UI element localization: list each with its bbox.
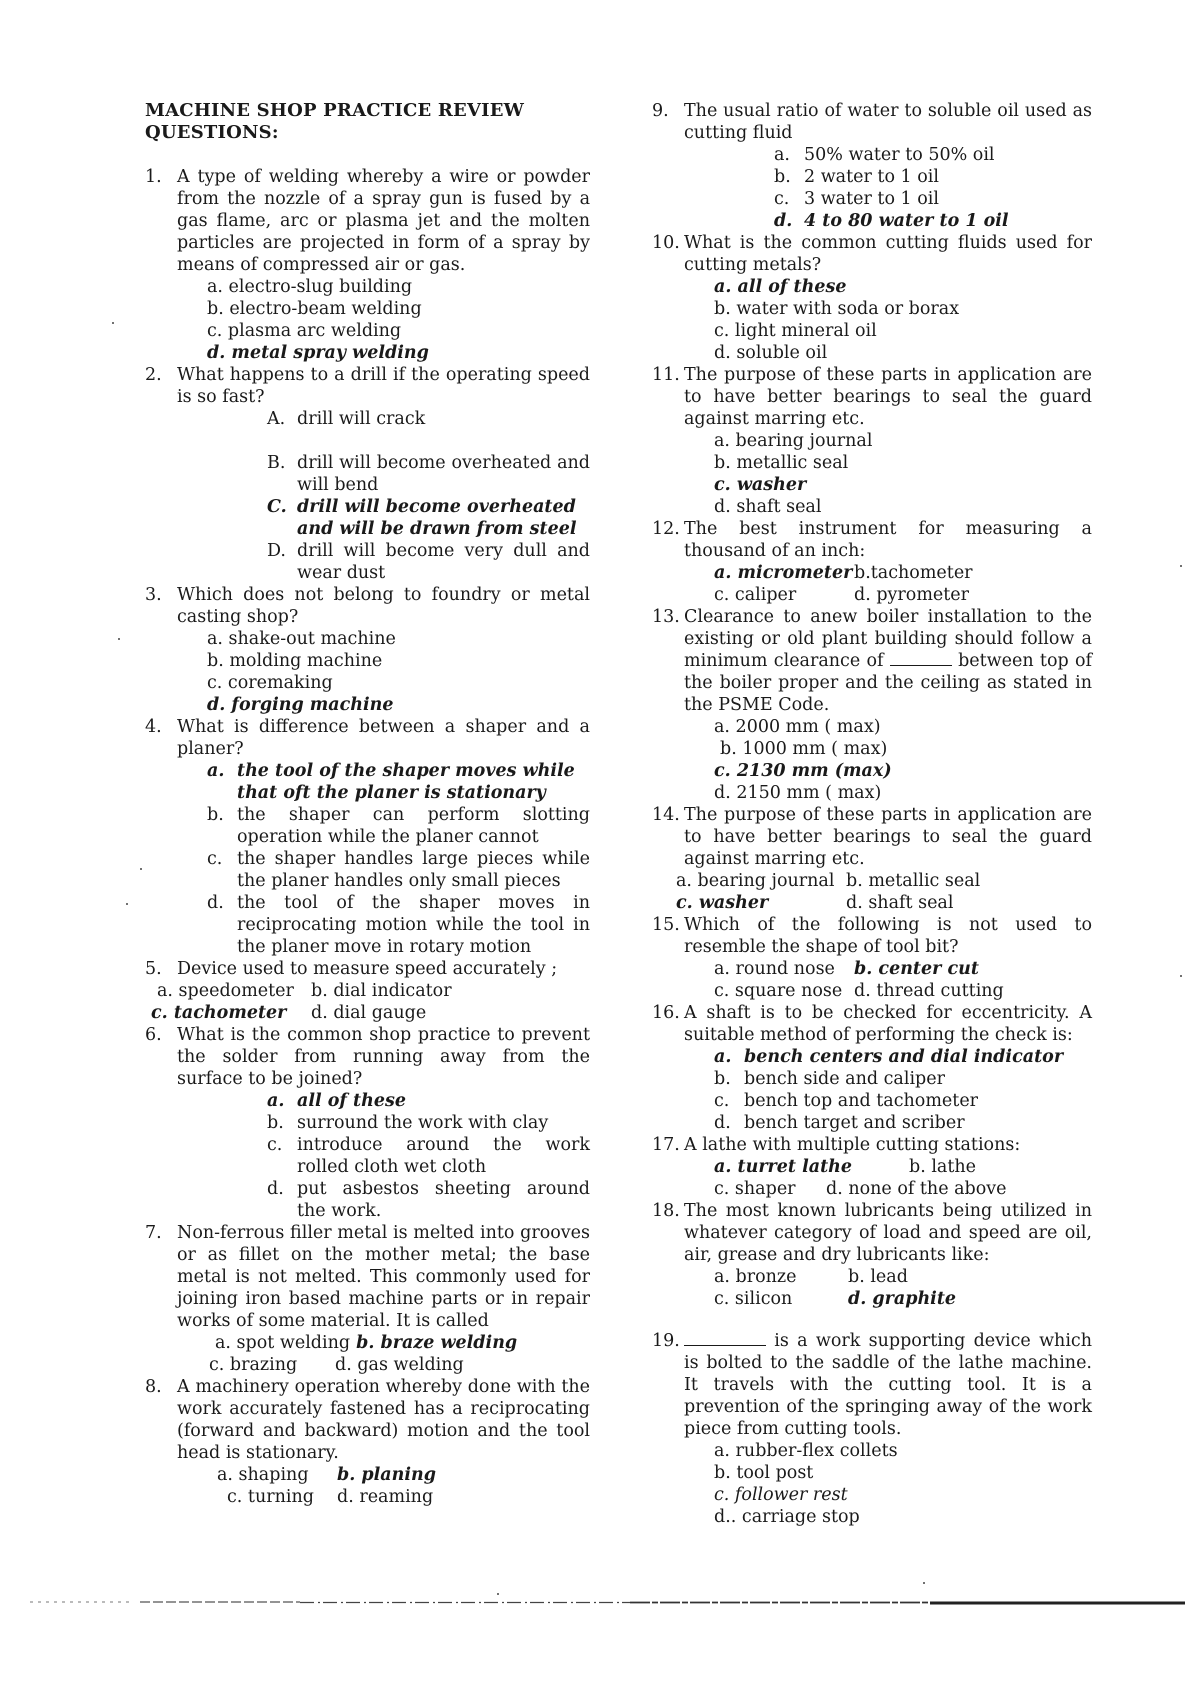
choice-d-answer: d. graphite [848, 1289, 957, 1309]
choice-d: d. reaming [337, 1487, 434, 1507]
question-text: What is difference between a shaper and a planer? [177, 717, 590, 759]
choice-b: b. metallic seal [846, 871, 981, 891]
choice-list [684, 144, 1092, 232]
scan-speck [1180, 565, 1182, 567]
choice-b: b. the shaper can perform slotting operation while the planer cannot [207, 805, 590, 847]
question-text: Device used to measure speed accurately ; [177, 959, 558, 979]
choice-d: d. dial gauge [311, 1003, 427, 1023]
choice-a: a. round nose [714, 959, 835, 979]
question-number: 14. [652, 805, 680, 825]
choice-a: a. speedometer [157, 981, 294, 1001]
choice-c: c. brazing [209, 1355, 298, 1375]
question-number: 2. [145, 365, 162, 385]
question-text: The most known lubricants being utilized in whatever category of load and speed are oil, air, grease and dry lubricants like: [684, 1201, 1092, 1265]
question-number: 17. [652, 1135, 680, 1155]
question-text: The purpose of these parts in application are to have better bearings to seal the guard against marring etc. [684, 805, 1092, 869]
choice-list [684, 716, 1092, 804]
scan-speck [140, 868, 142, 870]
question-text: A lathe with multiple cutting stations: [684, 1135, 1021, 1155]
choice-c: c. light mineral oil [714, 321, 877, 341]
question-number: 13. [652, 607, 680, 627]
choice-a: a. shake-out machine [207, 629, 396, 649]
choice-d: d. shaft seal [846, 893, 954, 913]
question-number: 7. [145, 1223, 162, 1243]
question-text: What happens to a drill if the operating speed is so fast? [177, 365, 590, 407]
choice-a: a. rubber-flex collets [714, 1441, 898, 1461]
choice-a-answer: a. all of these [714, 277, 847, 297]
question-8 [145, 1376, 590, 1508]
choice-b: b. tool post [714, 1463, 814, 1483]
question-13 [652, 606, 1092, 804]
choice-list [151, 980, 590, 1024]
choice-b-answer: b. braze welding [356, 1333, 518, 1353]
choice-a: a. bronze [714, 1267, 797, 1287]
choice-list [177, 408, 590, 584]
choice-d: d. soluble oil [714, 343, 828, 363]
choice-c: c. introduce around the work rolled cloth wet cloth [267, 1135, 590, 1177]
question-number: 15. [652, 915, 680, 935]
question-18 [652, 1200, 1092, 1310]
choice-c-answer: C. drill will become overheated and will be drawn from steel [267, 497, 577, 539]
choice-c: c. the shaper handles large pieces while the planer handles only small pieces [207, 849, 590, 891]
choice-b: b. electro-beam welding [207, 299, 422, 319]
question-text: Which does not belong to foundry or metal casting shop? [177, 585, 590, 627]
right-column [652, 100, 1092, 1528]
choice-a: A. drill will crack [267, 409, 426, 429]
question-text: The usual ratio of water to soluble oil used as cutting fluid [684, 101, 1092, 143]
choice-d: d. 2150 mm ( max) [714, 783, 882, 803]
choice-list [177, 276, 590, 364]
question-number: 10. [652, 233, 680, 253]
choice-a-answer: a. micrometer [714, 563, 853, 583]
document-title: MACHINE SHOP PRACTICE REVIEW QUESTIONS: [145, 100, 525, 143]
choice-list [684, 1156, 1092, 1200]
question-number: 5. [145, 959, 162, 979]
choice-d-answer: d. metal spray welding [207, 343, 429, 363]
choice-a: a. electro-slug building [207, 277, 413, 297]
choice-b: b. lead [848, 1267, 908, 1287]
choice-list [684, 1046, 1092, 1134]
choice-d: d. bench target and scriber [714, 1113, 965, 1133]
choice-b-answer: b. planing [337, 1465, 436, 1485]
choice-b: b. lathe [909, 1157, 977, 1177]
question-15 [652, 914, 1092, 1002]
choice-list [177, 628, 590, 716]
choice-d: d. the tool of the shaper moves in reciprocating motion while the tool in the planer move in rotary motion [207, 893, 590, 957]
choice-c: c. shaper [714, 1179, 796, 1199]
scan-speck [126, 903, 128, 905]
question-number: 18. [652, 1201, 680, 1221]
question-1 [145, 166, 590, 364]
question-17 [652, 1134, 1092, 1200]
choice-c: c. 3 water to 1 oil [774, 189, 939, 209]
question-number: 1. [145, 167, 162, 187]
choice-b: b. 1000 mm ( max) [720, 739, 888, 759]
choice-list [684, 276, 1092, 364]
choice-list [177, 760, 590, 958]
question-number: 6. [145, 1025, 162, 1045]
question-text: A machinery operation whereby done with the work accurately fastened has a reciprocating (forward and backward) motion and the tool head is stationary. [177, 1377, 590, 1463]
question-12 [652, 518, 1092, 606]
choice-b-answer: b. center cut [854, 959, 979, 979]
choice-b: b. water with soda or borax [714, 299, 960, 319]
choice-d: d. put asbestos sheeting around the work. [267, 1179, 590, 1221]
fill-in-blank [890, 652, 952, 666]
choice-b: b. dial indicator [311, 981, 452, 1001]
choice-c: c. turning [227, 1487, 314, 1507]
question-number: 3. [145, 585, 162, 605]
scan-speck [112, 322, 114, 324]
choice-list [684, 1266, 1092, 1310]
question-text: Clearance to anew boiler installation to the existing or old plant building should follow a minimum clearance of between top of the boiler proper and the ceiling as stated in the PSME Code. [684, 607, 1092, 715]
question-number: 8. [145, 1377, 162, 1397]
choice-a: a. shaping [217, 1465, 309, 1485]
question-text: Non-ferrous filler metal is melted into grooves or as fillet on the mother metal; the base metal is not melted. This commonly used for joining iron based machine parts or in repair works of some material. It is called [177, 1223, 590, 1331]
choice-c: c. coremaking [207, 673, 333, 693]
scan-speck [1180, 975, 1182, 977]
choice-a: a. spot welding [215, 1333, 351, 1353]
choice-d: d. gas welding [335, 1355, 464, 1375]
choice-d: d. shaft seal [714, 497, 822, 517]
question-text: Which of the following is not used to resemble the shape of tool bit? [684, 915, 1092, 957]
choice-a-answer: a. all of these [267, 1091, 406, 1111]
scan-edge-line [30, 1600, 1185, 1605]
choice-d-answer: d. forging machine [207, 695, 394, 715]
choice-c: c. square nose [714, 981, 843, 1001]
choice-a: a. 50% water to 50% oil [774, 145, 995, 165]
choice-b: b. 2 water to 1 oil [774, 167, 939, 187]
choice-c-answer: c. follower rest [714, 1485, 848, 1505]
choice-list [676, 870, 1092, 914]
question-11 [652, 364, 1092, 518]
choice-c-answer: c. 2130 mm (max) [714, 761, 892, 781]
choice-c-answer: c. washer [714, 475, 807, 495]
choice-list [177, 1332, 590, 1376]
question-3 [145, 584, 590, 716]
question-number: 11. [652, 365, 680, 385]
question-19 [652, 1330, 1092, 1528]
question-text: What is the common cutting fluids used for cutting metals? [684, 233, 1092, 275]
left-column [145, 100, 590, 1508]
choice-list [177, 1090, 590, 1222]
question-text: A shaft is to be checked for eccentricity. A suitable method of performing the check is: [684, 1003, 1092, 1045]
choice-b: b. molding machine [207, 651, 383, 671]
choice-d: D. drill will become very dull and wear dust [267, 541, 590, 583]
fill-in-blank [684, 1332, 766, 1346]
choice-list [684, 958, 1092, 1002]
choice-c-answer: c. tachometer [151, 1003, 287, 1023]
scan-speck [497, 1593, 499, 1595]
choice-a: a. 2000 mm ( max) [714, 717, 881, 737]
question-text: A type of welding whereby a wire or powder from the nozzle of a spray gun is fused by a gas flame, arc or plasma jet and the molten particles are projected in form of a spray by means of compressed air or gas. [177, 167, 590, 275]
choice-b: b. metallic seal [714, 453, 849, 473]
choice-a-answer: a. turret lathe [714, 1157, 853, 1177]
choice-list [177, 1464, 590, 1508]
choice-a-answer: a. the tool of the shaper moves while that oft the planer is stationary [207, 761, 575, 803]
question-text: The best instrument for measuring a thousand of an inch: [684, 519, 1092, 561]
question-number: 4. [145, 717, 162, 737]
choice-c: c. bench top and tachometer [714, 1091, 979, 1111]
choice-c: c. caliper [714, 585, 797, 605]
choice-list [684, 430, 1092, 518]
question-number: 9. [652, 101, 669, 121]
choice-d: d. none of the above [826, 1179, 1007, 1199]
choice-c-answer: c. washer [676, 893, 769, 913]
choice-d: d.. carriage stop [714, 1507, 860, 1527]
question-9 [652, 100, 1092, 232]
choice-b: B. drill will become overheated and will bend [267, 453, 590, 495]
choice-a: a. bearing journal [676, 871, 835, 891]
question-16 [652, 1002, 1092, 1134]
scan-speck [118, 638, 120, 640]
question-number: 12. [652, 519, 680, 539]
question-5 [145, 958, 590, 1024]
choice-b: b. surround the work with clay [267, 1113, 549, 1133]
choice-d: d. pyrometer [854, 585, 970, 605]
question-2 [145, 364, 590, 584]
choice-a-answer: a. bench centers and dial indicator [714, 1047, 1064, 1067]
choice-a: a. bearing journal [714, 431, 873, 451]
question-number: 16. [652, 1003, 680, 1023]
choice-d: d. thread cutting [854, 981, 1004, 1001]
question-10 [652, 232, 1092, 364]
choice-b: b.tachometer [854, 563, 973, 583]
choice-b: b. bench side and caliper [714, 1069, 945, 1089]
choice-c: c. plasma arc welding [207, 321, 402, 341]
question-text: The purpose of these parts in application are to have better bearings to seal the guard against marring etc. [684, 365, 1092, 429]
question-14 [652, 804, 1092, 914]
question-text: is a work supporting device which is bolted to the saddle of the lathe machine. It travels with the cutting tool. It is a prevention of the springing away of the work piece from cutting tools. [684, 1331, 1092, 1439]
question-6 [145, 1024, 590, 1222]
choice-list [684, 562, 1092, 606]
choice-list [684, 1440, 1092, 1528]
question-number: 19. [652, 1331, 680, 1351]
question-4 [145, 716, 590, 958]
question-7 [145, 1222, 590, 1376]
question-text: What is the common shop practice to prevent the solder from running away from the surface to be joined? [177, 1025, 590, 1089]
choice-c: c. silicon [714, 1289, 793, 1309]
scan-speck [923, 1582, 925, 1584]
choice-d-answer: d. 4 to 80 water to 1 oil [774, 211, 1009, 231]
